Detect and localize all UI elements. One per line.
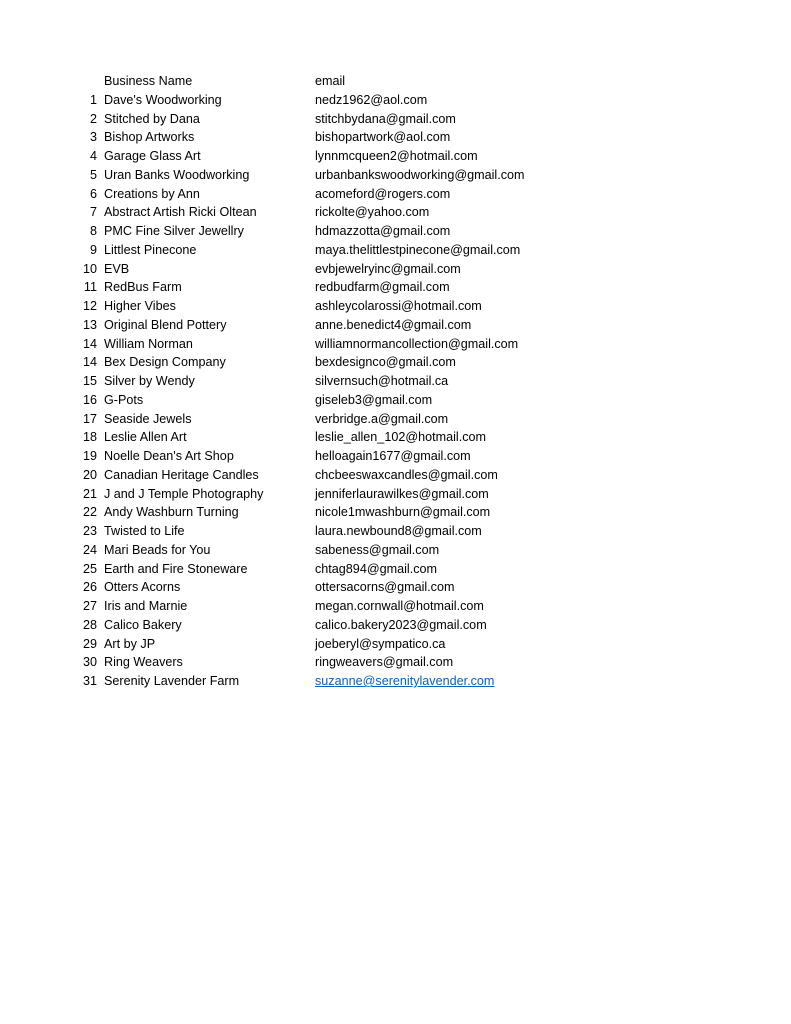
email-cell: chcbeeswaxcandles@gmail.com <box>315 467 498 482</box>
business-name-cell: Ring Weavers <box>104 655 183 670</box>
business-name-cell: Uran Banks Woodworking <box>104 167 250 182</box>
business-name-cell: Seaside Jewels <box>104 411 192 426</box>
row-number: 24 <box>82 542 97 557</box>
row-number: 11 <box>83 280 97 295</box>
row-number: 5 <box>89 167 97 182</box>
row-number: 17 <box>82 411 97 426</box>
email-cell: rickolte@yahoo.com <box>315 205 430 220</box>
business-name-cell: J and J Temple Photography <box>104 486 264 501</box>
business-name-cell: RedBus Farm <box>104 280 182 295</box>
email-cell: leslie_allen_102@hotmail.com <box>315 430 486 445</box>
vendor-rows <box>0 91 791 691</box>
business-name-cell: Garage Glass Art <box>104 149 201 163</box>
email-cell: redbudfarm@gmail.com <box>315 280 450 295</box>
business-name-cell: Serenity Lavender Farm <box>104 674 240 688</box>
email-cell: williamnormancollection@gmail.com <box>315 336 519 351</box>
business-name-cell: Calico Bakery <box>104 617 182 632</box>
table-row <box>0 485 791 504</box>
table-row <box>0 560 791 579</box>
table-row <box>0 353 791 372</box>
row-number: 1 <box>89 92 97 107</box>
email-cell: verbridge.a@gmail.com <box>315 411 449 426</box>
row-number: 9 <box>89 242 97 257</box>
table-row <box>0 616 791 635</box>
row-number: 13 <box>82 317 97 332</box>
row-number: 26 <box>82 580 97 595</box>
row-number: 14 <box>82 336 97 351</box>
table-row <box>0 222 791 241</box>
email-cell: bishopartwork@aol.com <box>315 130 451 145</box>
table-row <box>0 597 791 616</box>
row-number: 21 <box>82 486 97 501</box>
table-row <box>0 166 791 185</box>
business-name-cell: Mari Beads for You <box>104 542 211 557</box>
business-name-cell: Earth and Fire Stoneware <box>104 561 248 576</box>
row-number: 19 <box>82 449 97 463</box>
business-name-cell: Creations by Ann <box>104 186 200 201</box>
row-number: 31 <box>82 674 97 688</box>
table-row <box>0 578 791 597</box>
email-cell: jenniferlaurawilkes@gmail.com <box>315 486 489 501</box>
row-number: 18 <box>82 430 97 445</box>
table-row <box>0 203 791 222</box>
table-row <box>0 316 791 335</box>
email-cell: ottersacorns@gmail.com <box>315 580 455 595</box>
row-number: 16 <box>82 392 97 407</box>
table-row <box>0 391 791 410</box>
table-row <box>0 635 791 654</box>
business-name-cell: Art by JP <box>104 636 156 651</box>
email-cell: maya.thelittlestpinecone@gmail.com <box>315 242 521 257</box>
email-cell: evbjewelryinc@gmail.com <box>315 261 461 276</box>
email-cell: nicole1mwashburn@gmail.com <box>315 505 491 520</box>
row-number: 3 <box>89 130 97 145</box>
table-row <box>0 672 791 691</box>
row-number: 29 <box>82 636 97 651</box>
email-cell: laura.newbound8@gmail.com <box>315 524 482 538</box>
vendor-list-sheet <box>0 72 791 691</box>
row-number: 23 <box>82 524 97 538</box>
email-cell: calico.bakery2023@gmail.com <box>315 617 487 632</box>
row-number: 2 <box>89 111 97 126</box>
email-cell: hdmazzotta@gmail.com <box>315 224 451 238</box>
business-name-cell: Canadian Heritage Candles <box>104 467 259 482</box>
business-name-cell: Abstract Artish Ricki Oltean <box>104 205 257 220</box>
email-cell: acomeford@rogers.com <box>315 186 451 201</box>
row-number: 8 <box>89 224 97 238</box>
email-cell: giseleb3@gmail.com <box>315 392 433 407</box>
business-name-cell: Stitched by Dana <box>104 111 200 126</box>
table-row <box>0 278 791 297</box>
row-number: 28 <box>82 617 97 632</box>
business-name-cell: Leslie Allen Art <box>104 430 187 445</box>
email-cell: ringweavers@gmail.com <box>315 655 454 670</box>
row-number: 30 <box>82 655 97 670</box>
row-number: 20 <box>82 467 97 482</box>
table-row <box>0 335 791 354</box>
table-row <box>0 185 791 204</box>
table-row <box>0 503 791 522</box>
table-row <box>0 128 791 147</box>
email-cell: helloagain1677@gmail.com <box>315 449 471 463</box>
row-number: 6 <box>89 186 97 201</box>
email-cell: lynnmcqueen2@hotmail.com <box>315 149 478 163</box>
business-name-cell: William Norman <box>104 336 193 351</box>
business-name-cell: Otters Acorns <box>104 580 181 595</box>
business-name-cell: Noelle Dean's Art Shop <box>104 449 234 463</box>
table-row <box>0 372 791 391</box>
row-number: 10 <box>82 261 97 276</box>
email-cell: anne.benedict4@gmail.com <box>315 317 472 332</box>
business-name-cell: Dave's Woodworking <box>104 92 222 107</box>
table-row <box>0 147 791 166</box>
business-name-cell: Littlest Pinecone <box>104 242 197 257</box>
email-cell: stitchbydana@gmail.com <box>315 111 456 126</box>
business-name-cell: G-Pots <box>104 392 144 407</box>
row-number: 7 <box>89 205 97 220</box>
business-name-cell: Andy Washburn Turning <box>104 505 239 520</box>
business-name-cell: EVB <box>104 261 130 276</box>
table-row <box>0 522 791 541</box>
email-cell: sabeness@gmail.com <box>315 542 440 557</box>
email-cell: chtag894@gmail.com <box>315 561 437 576</box>
header-row <box>0 72 791 91</box>
email-cell: nedz1962@aol.com <box>315 92 428 107</box>
business-name-cell: PMC Fine Silver Jewellry <box>104 224 244 238</box>
business-name-cell: Bishop Artworks <box>104 130 195 145</box>
row-number: 14 <box>82 355 97 370</box>
row-number: 22 <box>82 505 97 520</box>
row-number: 15 <box>82 374 97 388</box>
row-number: 25 <box>82 561 97 576</box>
row-number: 27 <box>82 599 97 613</box>
email-cell: bexdesignco@gmail.com <box>315 355 456 370</box>
table-row <box>0 410 791 429</box>
email-link[interactable]: suzanne@serenitylavender.com <box>315 674 495 688</box>
table-row <box>0 541 791 560</box>
table-row <box>0 260 791 279</box>
email-cell: ashleycolarossi@hotmail.com <box>315 299 482 313</box>
table-row <box>0 241 791 260</box>
email-cell: joeberyl@sympatico.ca <box>315 636 446 651</box>
email-cell: megan.cornwall@hotmail.com <box>315 599 484 613</box>
table-row <box>0 91 791 110</box>
business-name-cell: Higher Vibes <box>104 299 176 313</box>
table-row <box>0 447 791 466</box>
email-cell: silvernsuch@hotmail.ca <box>315 374 449 388</box>
table-row <box>0 466 791 485</box>
header-email: email <box>315 74 346 88</box>
table-row <box>0 653 791 672</box>
business-name-cell: Silver by Wendy <box>104 374 195 388</box>
row-number: 4 <box>89 149 97 163</box>
business-name-cell: Twisted to Life <box>104 524 185 538</box>
business-name-cell: Bex Design Company <box>104 355 226 370</box>
header-business-name: Business Name <box>104 74 193 88</box>
table-row <box>0 428 791 447</box>
table-row <box>0 297 791 316</box>
business-name-cell: Iris and Marnie <box>104 599 188 613</box>
row-number: 12 <box>82 299 97 313</box>
email-cell: urbanbankswoodworking@gmail.com <box>315 167 525 182</box>
business-name-cell: Original Blend Pottery <box>104 317 227 332</box>
table-row <box>0 110 791 129</box>
